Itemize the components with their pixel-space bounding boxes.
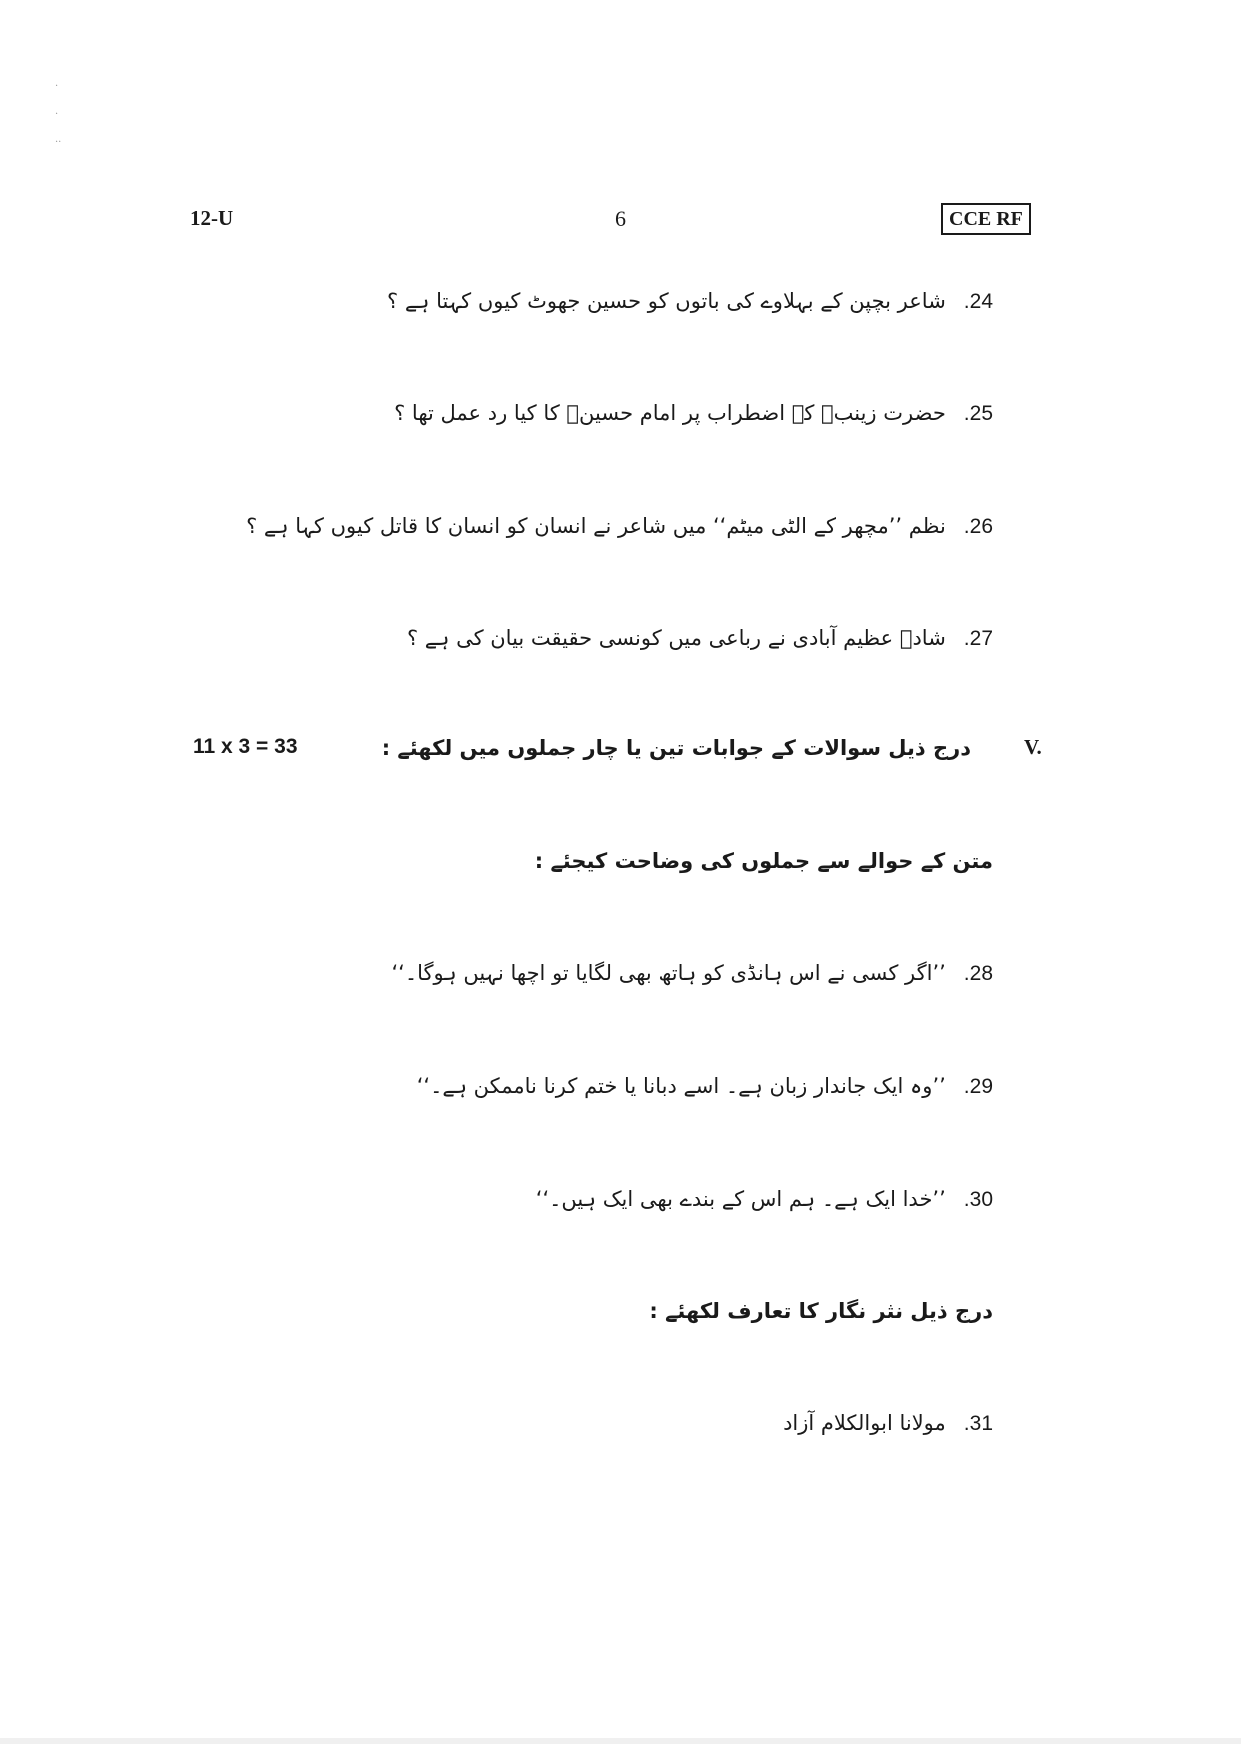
question-29 xyxy=(417,1071,993,1102)
question-number: 26. xyxy=(963,515,993,538)
question-text: نظم ’’مچھر کے الٹی میٹم‘‘ میں شاعر نے انسان کو انسان کا قاتل کیوں کہا ہے ؟ xyxy=(246,514,946,538)
question-24 xyxy=(387,286,993,317)
question-number: 25. xyxy=(963,402,993,425)
question-number: 27. xyxy=(963,627,993,650)
sub-instruction-introduce: درج ذیل نثر نگار کا تعارف لکھئے : xyxy=(649,1299,993,1323)
scan-specks: . . .. xyxy=(55,78,62,145)
question-30 xyxy=(536,1184,993,1215)
section-instruction: درج ذیل سوالات کے جوابات تین یا چار جملوں میں لکھئے : xyxy=(381,736,971,760)
section-marks: 11 x 3 = 33 xyxy=(193,735,298,758)
paper-code: 12-U xyxy=(190,206,234,230)
sub-instruction-explain: متن کے حوالے سے جملوں کی وضاحت کیجئے : xyxy=(534,849,993,873)
question-31 xyxy=(783,1408,993,1439)
question-28 xyxy=(391,958,993,989)
question-25 xyxy=(394,398,993,429)
question-text: حضرت زینبؓ کے اضطراب پر امام حسینؓ کا کیا رد عمل تھا ؟ xyxy=(394,401,946,425)
question-text: ’’اگر کسی نے اس ہانڈی کو ہاتھ بھی لگایا تو اچھا نہیں ہوگا۔‘‘ xyxy=(391,961,946,985)
question-number: 28. xyxy=(963,962,993,985)
scan-edge xyxy=(0,1738,1241,1744)
question-text: مولانا ابوالکلام آزاد xyxy=(783,1411,946,1435)
series-box: CCE RF xyxy=(941,203,1031,235)
question-26 xyxy=(246,511,993,542)
question-text: شادؔ عظیم آبادی نے رباعی میں کونسی حقیقت بیان کی ہے ؟ xyxy=(406,626,946,650)
question-number: 29. xyxy=(963,1075,993,1098)
section-label: V. xyxy=(1024,735,1042,759)
page-number: 6 xyxy=(615,206,626,231)
question-text: ’’خدا ایک ہے۔ ہم اس کے بندے بھی ایک ہیں۔‘‘ xyxy=(535,1187,946,1211)
question-text: شاعر بچپن کے بہلاوے کی باتوں کو حسین جھوٹ کیوں کہتا ہے ؟ xyxy=(387,289,946,313)
question-number: 30. xyxy=(963,1188,993,1211)
question-number: 31. xyxy=(963,1412,993,1435)
question-number: 24. xyxy=(963,290,993,313)
question-27 xyxy=(407,623,993,654)
question-text: ’’وہ ایک جاندار زبان ہے۔ اسے دبانا یا ختم کرنا ناممکن ہے۔‘‘ xyxy=(416,1074,946,1098)
